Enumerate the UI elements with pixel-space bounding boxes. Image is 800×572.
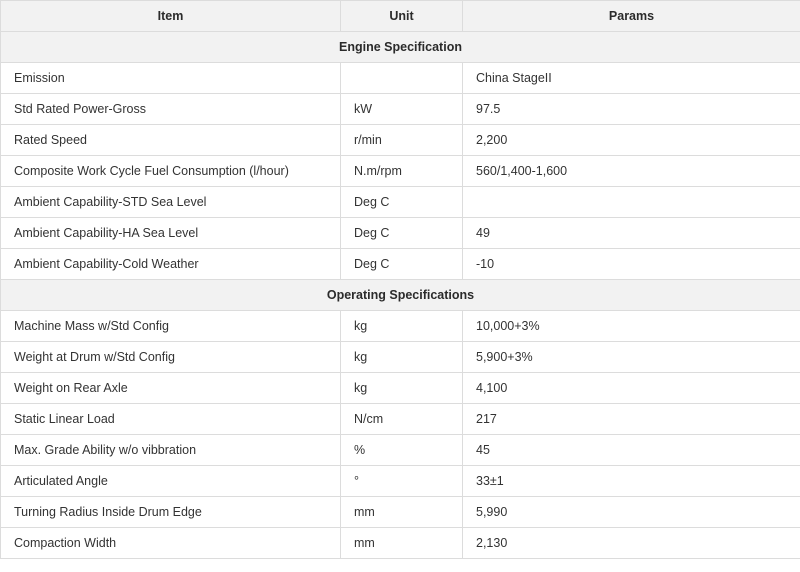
- cell-item: Rated Speed: [1, 125, 341, 156]
- cell-params: 10,000+3%: [463, 311, 800, 342]
- cell-params: 217: [463, 404, 800, 435]
- cell-unit: Deg C: [341, 249, 463, 280]
- table-row: [1, 373, 800, 404]
- cell-unit: kg: [341, 311, 463, 342]
- section-title: Operating Specifications: [1, 280, 800, 311]
- cell-params: 5,900+3%: [463, 342, 800, 373]
- table-row: [1, 94, 800, 125]
- cell-unit: Deg C: [341, 187, 463, 218]
- cell-unit: mm: [341, 497, 463, 528]
- cell-item: Weight at Drum w/Std Config: [1, 342, 341, 373]
- cell-params: -10: [463, 249, 800, 280]
- cell-params: 97.5: [463, 94, 800, 125]
- cell-unit: kW: [341, 94, 463, 125]
- table-row: [1, 435, 800, 466]
- cell-unit: kg: [341, 342, 463, 373]
- cell-item: Std Rated Power-Gross: [1, 94, 341, 125]
- column-header-params: Params: [463, 1, 800, 32]
- cell-params: [463, 187, 800, 218]
- section-title: Engine Specification: [1, 32, 800, 63]
- cell-item: Max. Grade Ability w/o vibbration: [1, 435, 341, 466]
- table-row: [1, 249, 800, 280]
- cell-params: 5,990: [463, 497, 800, 528]
- section-header-row: [1, 280, 800, 311]
- cell-unit: N/cm: [341, 404, 463, 435]
- cell-params: 2,130: [463, 528, 800, 559]
- cell-unit: r/min: [341, 125, 463, 156]
- cell-unit: °: [341, 466, 463, 497]
- table-header-row: [1, 1, 800, 32]
- cell-params: 49: [463, 218, 800, 249]
- cell-item: Machine Mass w/Std Config: [1, 311, 341, 342]
- table-row: [1, 187, 800, 218]
- cell-unit: N.m/rpm: [341, 156, 463, 187]
- cell-item: Turning Radius Inside Drum Edge: [1, 497, 341, 528]
- cell-params: 4,100: [463, 373, 800, 404]
- column-header-item: Item: [1, 1, 341, 32]
- cell-item: Ambient Capability-HA Sea Level: [1, 218, 341, 249]
- cell-unit: %: [341, 435, 463, 466]
- cell-params: China StageII: [463, 63, 800, 94]
- cell-item: Static Linear Load: [1, 404, 341, 435]
- cell-unit: mm: [341, 528, 463, 559]
- table-row: [1, 63, 800, 94]
- cell-params: 560/1,400-1,600: [463, 156, 800, 187]
- cell-item: Emission: [1, 63, 341, 94]
- table-row: [1, 311, 800, 342]
- table-row: [1, 466, 800, 497]
- cell-item: Composite Work Cycle Fuel Consumption (l/hour): [1, 156, 341, 187]
- cell-unit: Deg C: [341, 218, 463, 249]
- cell-params: 33±1: [463, 466, 800, 497]
- table-body: [1, 32, 800, 559]
- cell-params: 2,200: [463, 125, 800, 156]
- section-header-row: [1, 32, 800, 63]
- table-row: [1, 218, 800, 249]
- table-row: [1, 404, 800, 435]
- cell-unit: kg: [341, 373, 463, 404]
- table-row: [1, 497, 800, 528]
- table-row: [1, 125, 800, 156]
- cell-item: Compaction Width: [1, 528, 341, 559]
- table-row: [1, 156, 800, 187]
- table-row: [1, 342, 800, 373]
- column-header-unit: Unit: [341, 1, 463, 32]
- cell-unit: [341, 63, 463, 94]
- cell-item: Ambient Capability-STD Sea Level: [1, 187, 341, 218]
- cell-item: Articulated Angle: [1, 466, 341, 497]
- cell-item: Ambient Capability-Cold Weather: [1, 249, 341, 280]
- cell-item: Weight on Rear Axle: [1, 373, 341, 404]
- cell-params: 45: [463, 435, 800, 466]
- table-row: [1, 528, 800, 559]
